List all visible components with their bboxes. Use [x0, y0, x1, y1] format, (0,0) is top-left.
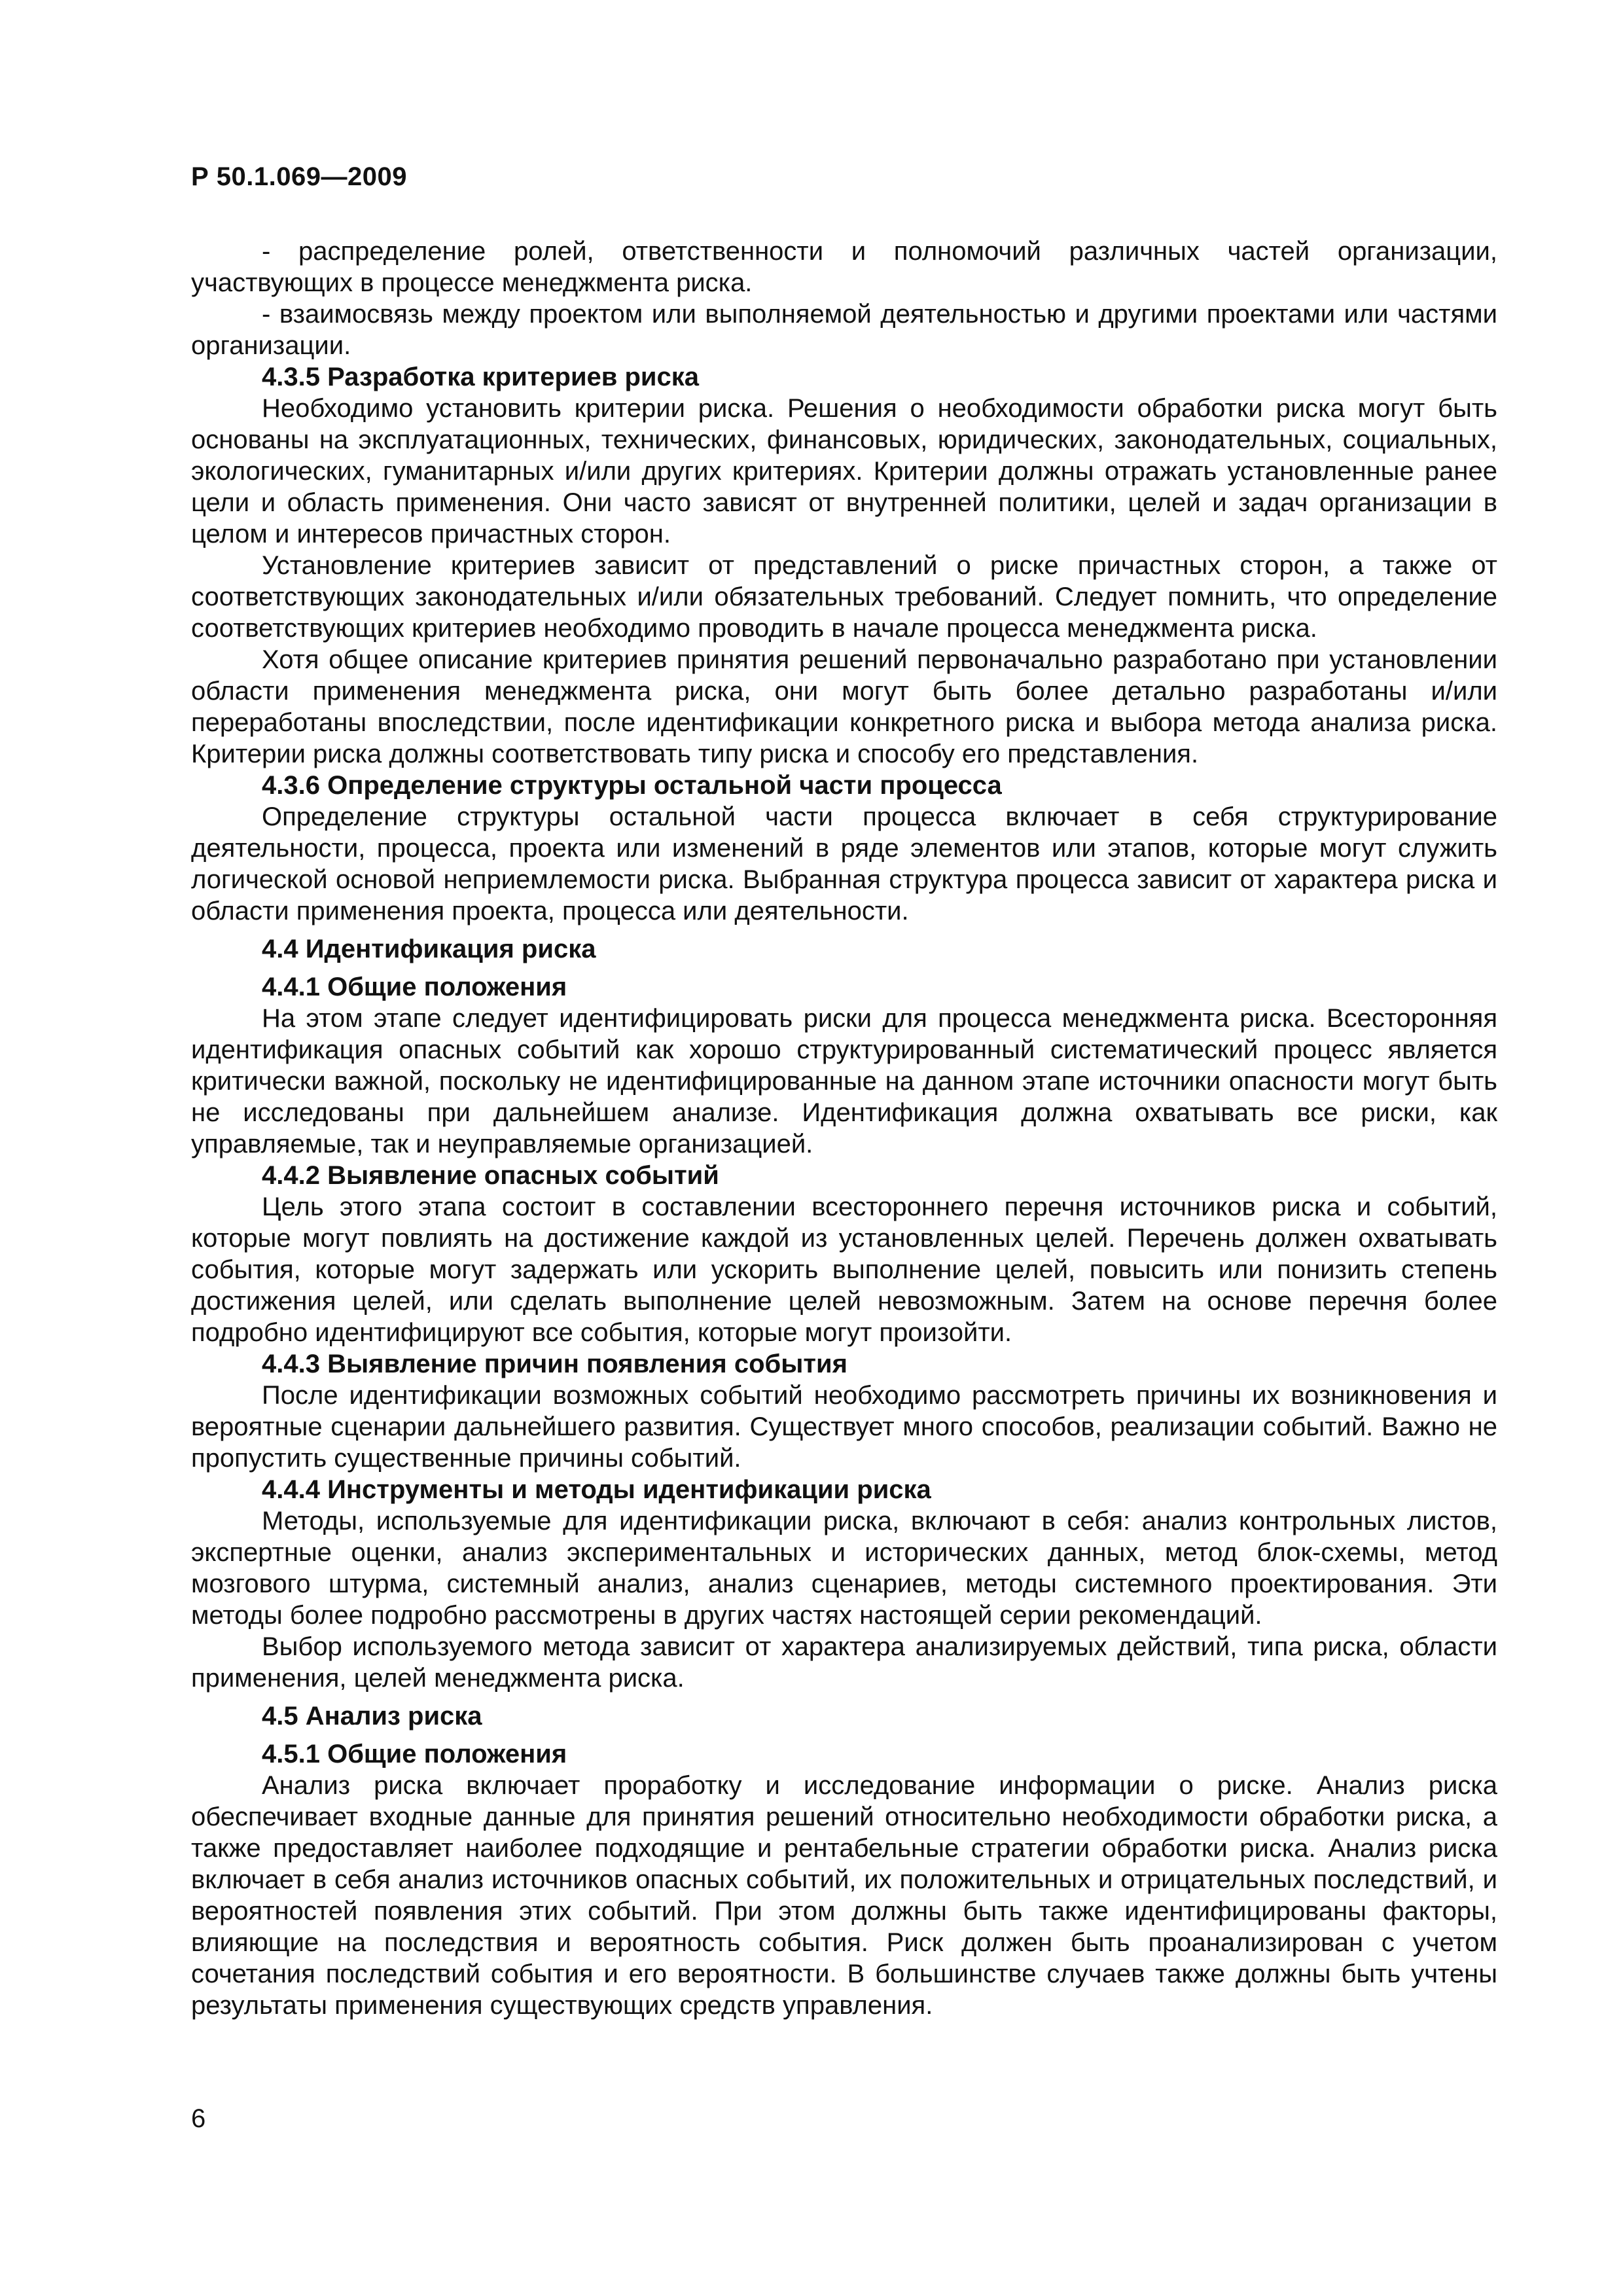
paragraph: Анализ риска включает проработку и исследование информации о риске. Анализ риска обеспечивает входные данные для принятия решений относительно необходимости обработки риска, а также предоставляет наиболее подходящие и рентабельные стратегии обработки риска. Анализ риска включает в себя анализ источников опасных событий, их положительных и отрицательных последствий, и вероятностей появления этих событий. При этом должны быть также идентифицированы факторы, влияющие на последствия и вероятность события. Риск должен быть проанализирован с учетом сочетания последствий события и его вероятности. В большинстве случаев также должны быть учтены результаты применения существующих средств управления. [191, 1771, 1497, 2020]
page-number: 6 [191, 2104, 206, 2133]
document-body [191, 236, 1497, 2021]
paragraph: Необходимо установить критерии риска. Решения о необходимости обработки риска могут быть основаны на эксплуатационных, технических, финансовых, юридических, законодательных, социальных, экологических, гуманитарных и/или других критериях. Критерии должны отражать установленные ранее цели и область применения. Они часто зависят от внутренней политики, целей и задач организации в целом и интересов причастных сторон. [191, 394, 1497, 548]
section-heading-4-4: 4.4 Идентификация риска [262, 935, 596, 963]
paragraph: Выбор используемого метода зависит от характера анализируемых действий, типа риска, области применения, целей менеджмента риска. [191, 1632, 1497, 1693]
paragraph: Хотя общее описание критериев принятия решений первоначально разработано при установлении области применения менеджмента риска, они могут быть более детально разработаны и/или переработаны впоследствии, после идентификации конкретного риска и выбора метода анализа риска. Критерии риска должны соответствовать типу риска и способу его представления. [191, 645, 1497, 768]
paragraph: На этом этапе следует идентифицировать риски для процесса менеджмента риска. Всесторонняя идентификация опасных событий как хорошо структурированный систематический процесс является критически важной, поскольку не идентифицированные на данном этапе источники опасности могут быть не исследованы при дальнейшем анализе. Идентификация должна охватывать все риски, как управляемые, так и неуправляемые организацией. [191, 1004, 1497, 1158]
section-heading-4-4-3: 4.4.3 Выявление причин появления события [262, 1350, 847, 1378]
section-heading-4-5: 4.5 Анализ риска [262, 1702, 482, 1731]
paragraph: После идентификации возможных событий необходимо рассмотреть причины их возникновения и вероятные сценарии дальнейшего развития. Существует много способов, реализации событий. Важно не пропустить существенные причины событий. [191, 1381, 1497, 1473]
paragraph: Установление критериев зависит от представлений о риске причастных сторон, а также от соответствующих законодательных и/или обязательных требований. Следует помнить, что определение соответствующих критериев необходимо проводить в начале процесса менеджмента риска. [191, 551, 1497, 643]
section-heading-4-4-1: 4.4.1 Общие положения [262, 973, 567, 1001]
paragraph: Определение структуры остальной части процесса включает в себя структурирование деятельности, процесса, проекта или изменений в ряде элементов или этапов, которые могут служить логической основой неприемлемости риска. Выбранная структура процесса зависит от характера риска и области применения проекта, процесса или деятельности. [191, 802, 1497, 925]
paragraph: - распределение ролей, ответственности и полномочий различных частей организации, участвующих в процессе менеджмента риска. [191, 237, 1497, 297]
paragraph: - взаимосвязь между проектом или выполняемой деятельностью и другими проектами или частями организации. [191, 300, 1497, 360]
section-heading-4-3-6: 4.3.6 Определение структуры остальной части процесса [262, 771, 1002, 800]
paragraph: Методы, используемые для идентификации риска, включают в себя: анализ контрольных листов, экспертные оценки, анализ экспериментальных и исторических данных, метод блок-схемы, метод мозгового штурма, системный анализ, анализ сценариев, методы системного проектирования. Эти методы более подробно рассмотрены в других частях настоящей серии рекомендаций. [191, 1507, 1497, 1630]
document-code: Р 50.1.069—2009 [191, 162, 407, 191]
section-heading-4-5-1: 4.5.1 Общие положения [262, 1740, 567, 1768]
section-heading-4-4-2: 4.4.2 Выявление опасных событий [262, 1161, 719, 1190]
section-heading-4-4-4: 4.4.4 Инструменты и методы идентификации риска [262, 1475, 931, 1504]
paragraph: Цель этого этапа состоит в составлении всестороннего перечня источников риска и событий, которые могут повлиять на достижение каждой из установленных целей. Перечень должен охватывать события, которые могут задержать или ускорить выполнение целей, повысить или понизить степень достижения целей, или сделать выполнение целей невозможным. Затем на основе перечня более подробно идентифицируют все события, которые могут произойти. [191, 1193, 1497, 1347]
section-heading-4-3-5: 4.3.5 Разработка критериев риска [262, 363, 700, 391]
